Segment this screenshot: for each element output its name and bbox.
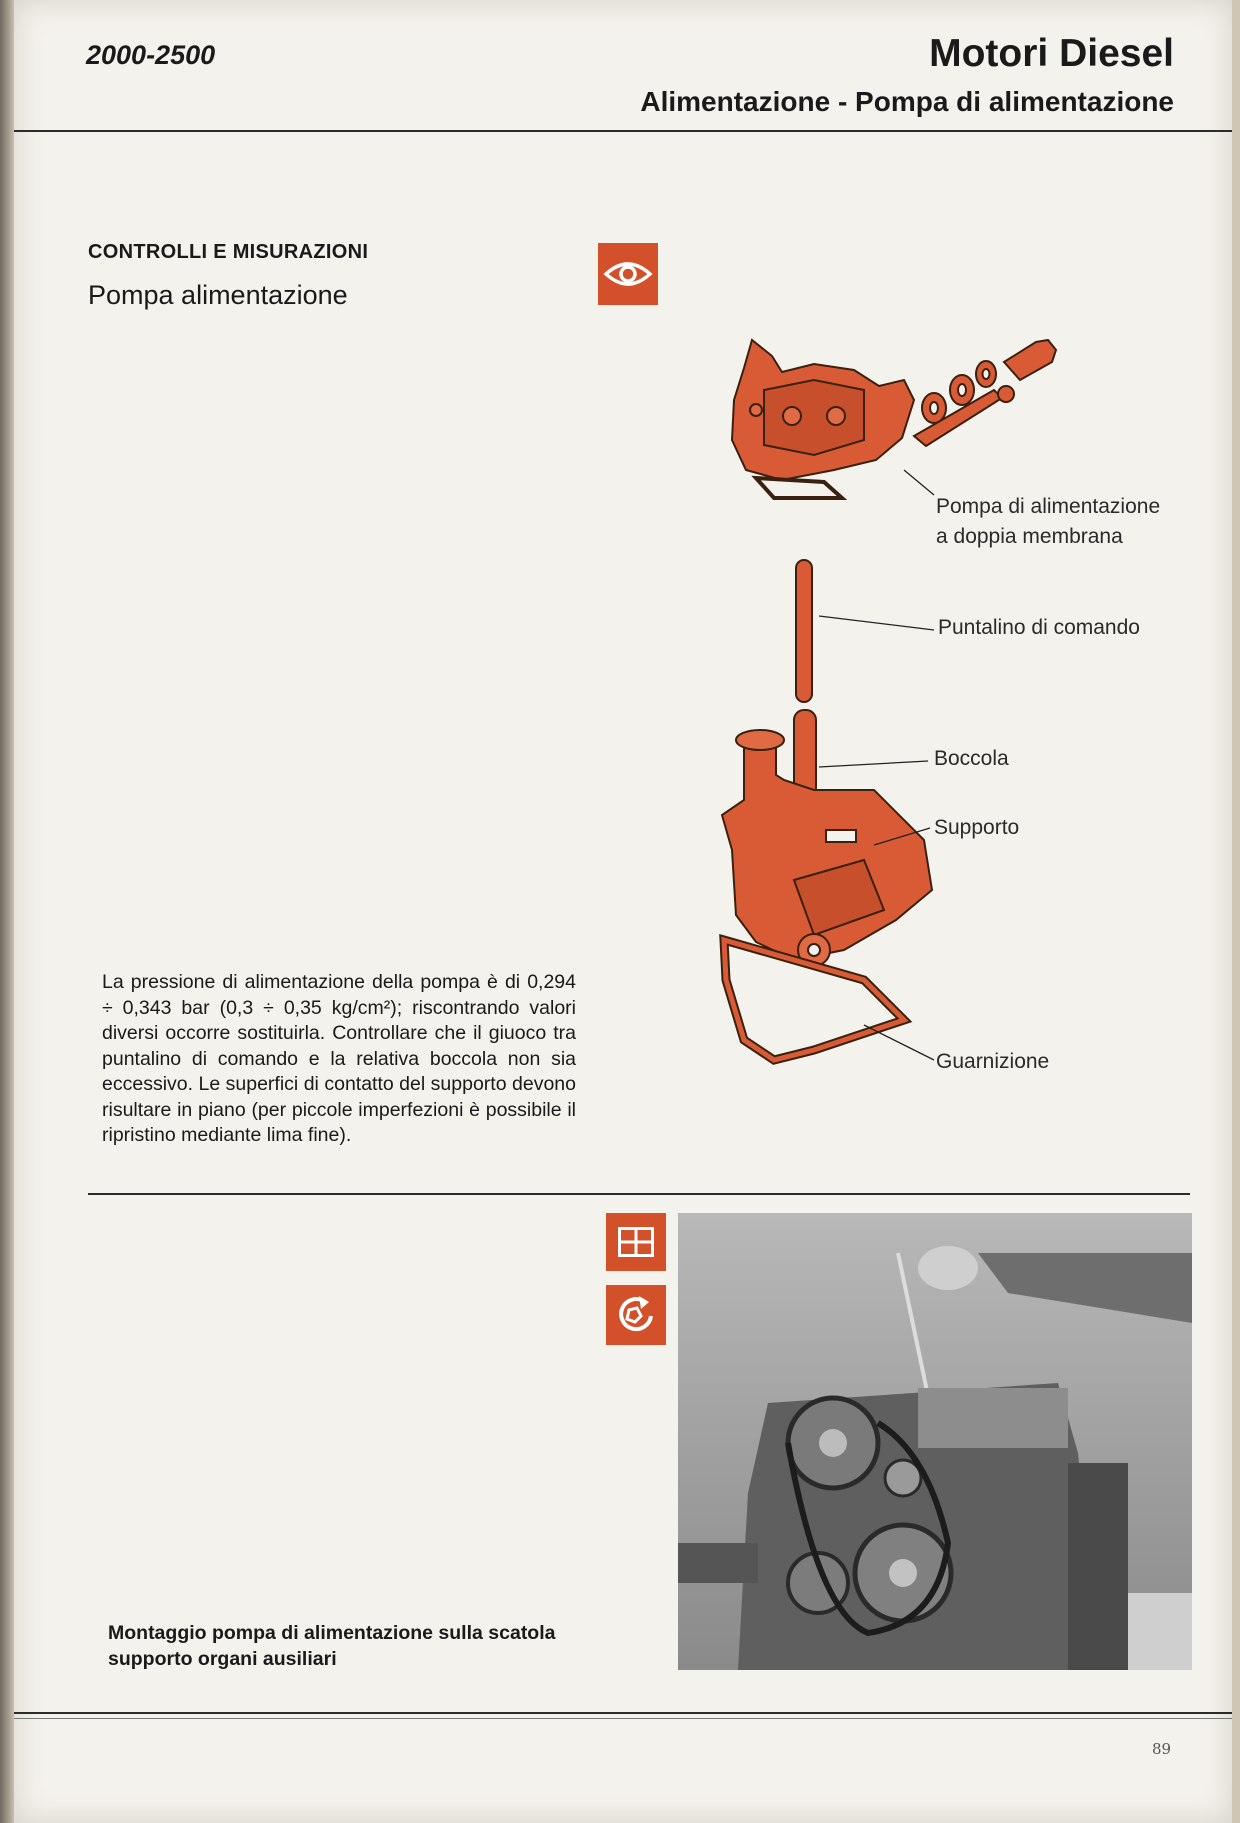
label-gasket: Guarnizione <box>936 1050 1050 1073</box>
label-support: Supporto <box>934 816 1020 839</box>
manual-page <box>14 0 1232 1823</box>
assembly-photo <box>678 1213 1192 1670</box>
section-title: Pompa alimentazione <box>88 280 348 310</box>
footer-rule <box>14 1712 1232 1714</box>
assembly-grid-icon <box>618 1227 654 1257</box>
leader-line <box>864 1025 934 1060</box>
section-divider <box>88 1193 1190 1195</box>
exploded-diagram <box>664 320 1224 1100</box>
leader-line <box>819 616 934 630</box>
model-range: 2000-2500 <box>86 40 216 70</box>
photo-caption: Montaggio pompa di alimentazione sulla scatola supporto organi ausiliari <box>108 1622 556 1670</box>
label-pump: Pompa di alimentazione a doppia membrana <box>936 495 1161 548</box>
page-binding-edge <box>0 0 14 1823</box>
footer-rule-thin <box>14 1718 1232 1719</box>
label-pushrod: Puntalino di comando <box>938 616 1140 639</box>
page-subtitle: Alimentazione - Pompa di alimentazione <box>640 86 1174 117</box>
mounting-rotate-icon <box>615 1294 657 1336</box>
page-number: 89 <box>1152 1740 1172 1758</box>
inspection-text: La pressione di alimentazione della pompa è di 0,294 ÷ 0,343 bar (0,3 ÷ 0,35 kg/cm²); riscontrando valori diversi occorre sostituirla. Controllare che il giuoco tra puntalino di comando e la relativa boccola non sia eccessivo. Le superfici di contatto del supporto devono risultare in piano (per piccole imperfezioni è possibile il ripristino mediante lima fine). <box>102 971 576 1146</box>
bolt-part <box>1004 340 1056 380</box>
section-heading: CONTROLLI E MISURAZIONI <box>88 241 369 263</box>
header-rule <box>14 130 1232 132</box>
inspection-badge <box>598 243 658 305</box>
label-bushing: Boccola <box>934 747 1009 770</box>
pushrod-part <box>796 560 812 702</box>
page-title: Motori Diesel <box>929 32 1174 75</box>
leader-line <box>819 761 928 767</box>
exploded-drawing <box>664 320 1224 1100</box>
leader-line <box>904 470 934 495</box>
eye-icon <box>603 258 653 290</box>
mounting-badge <box>606 1285 666 1345</box>
assembly-badge <box>606 1213 666 1271</box>
pump-gasket-part <box>756 478 842 498</box>
